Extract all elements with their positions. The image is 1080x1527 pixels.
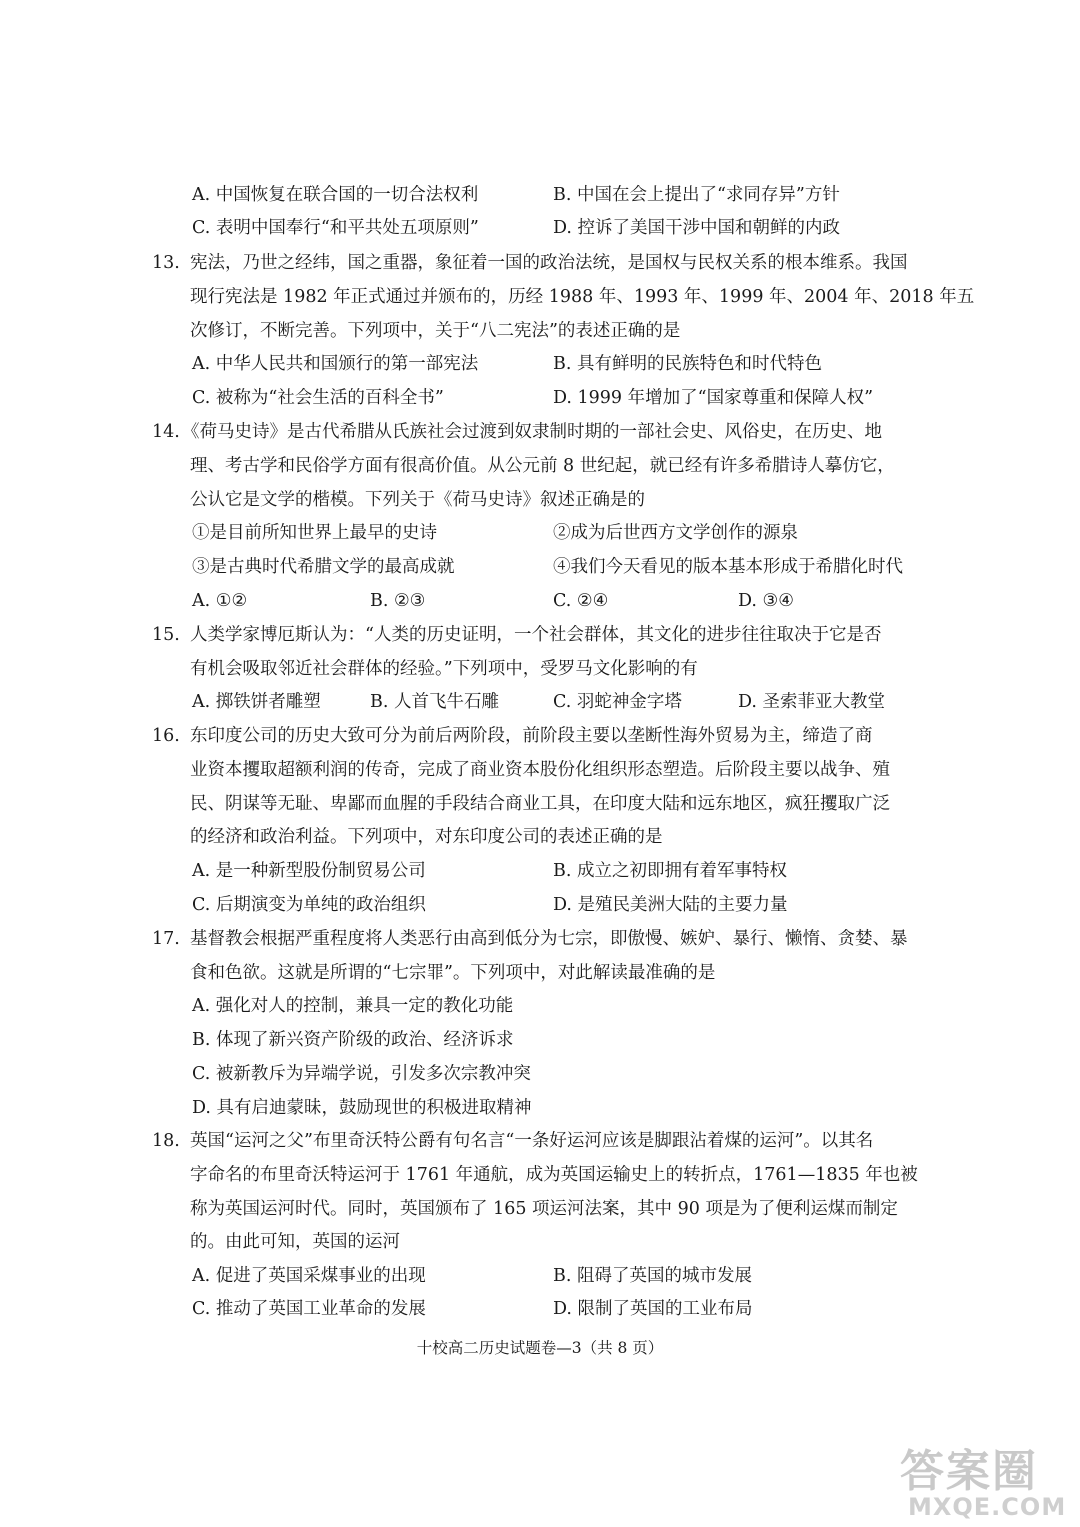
q16-option-d: D. 是殖民美洲大陆的主要力量 [553,895,788,915]
page-footer: 十校高二历史试题卷—3（共 8 页） [416,1339,664,1357]
q14-option-b: B. ②③ [370,591,426,611]
q18-stem-line: 称为英国运河时代。同时，英国颁布了 165 项运河法案，其中 90 项是为了便利运煤而制定 [190,1199,898,1219]
q13-stem-line: 宪法，乃世之经纬，国之重器，象征着一国的政治法统，是国权与民权关系的根本维系。我国 [190,253,908,273]
q16-option-a: A. 是一种新型股份制贸易公司 [192,861,426,881]
q18-stem-line: 的。由此可知，英国的运河 [190,1232,400,1252]
q15-option-d: D. 圣索菲亚大教堂 [738,692,886,712]
q18-option-a: A. 促进了英国采煤事业的出现 [192,1266,426,1286]
q14-statement-4: ④我们今天看见的版本基本形成于希腊化时代 [553,557,903,577]
q18-stem-line: 字命名的布里奇沃特运河于 1761 年通航，成为英国运输史上的转折点，1761—1835 年也被 [190,1165,918,1185]
q17-stem-line: 基督教会根据严重程度将人类恶行由高到低分为七宗，即傲慢、嫉妒、暴行、懒惰、贪婪、暴 [190,929,908,949]
q14-statement-2: ②成为后世西方文学创作的源泉 [553,523,798,543]
q13-option-c: C. 被称为“社会生活的百科全书” [192,388,444,408]
q14-option-a: A. ①② [192,591,248,611]
q18-stem-line: 英国“运河之父”布里奇沃特公爵有句名言“一条好运河应该是脚跟沾着煤的运河”。以其名 [190,1131,874,1151]
q18-option-d: D. 限制了英国的工业布局 [553,1299,753,1319]
q16-stem-line: 业资本攫取超额利润的传奇，完成了商业资本股份化组织形态塑造。后阶段主要以战争、殖 [190,760,890,780]
q15-stem-line: 人类学家博厄斯认为：“人类的历史证明，一个社会群体，其文化的进步往往取决于它是否 [190,625,882,645]
q14-option-d: D. ③④ [738,591,794,611]
q16-stem-line: 的经济和政治利益。下列项中，对东印度公司的表述正确的是 [190,827,663,847]
q16-stem-line: 民、阴谋等无耻、卑鄙而血腥的手段结合商业工具，在印度大陆和远东地区，疯狂攫取广泛 [190,794,890,814]
q18-number: 18. [152,1131,180,1151]
q15-option-c: C. 羽蛇神金字塔 [553,692,682,712]
q12-option-c: C. 表明中国奉行“和平共处五项原则” [192,218,479,238]
q17-option-c: C. 被新教斥为异端学说，引发多次宗教冲突 [192,1064,531,1084]
q17-option-a: A. 强化对人的控制，兼具一定的教化功能 [192,996,514,1016]
q12-option-b: B. 中国在会上提出了“求同存异”方针 [553,185,840,205]
q13-stem-line: 次修订，不断完善。下列项中，关于“八二宪法”的表述正确的是 [190,321,681,341]
q14-option-c: C. ②④ [553,591,609,611]
q12-option-a: A. 中国恢复在联合国的一切合法权利 [192,185,479,205]
q17-number: 17. [152,929,180,949]
q13-number: 13. [152,253,180,273]
q17-option-b: B. 体现了新兴资产阶级的政治、经济诉求 [192,1030,514,1050]
q13-stem-line: 现行宪法是 1982 年正式通过并颁布的，历经 1988 年、1993 年、1999 年、2004 年、2018 年五 [190,287,975,307]
q18-option-c: C. 推动了英国工业革命的发展 [192,1299,426,1319]
q14-stem-line: 理、考古学和民俗学方面有很高价值。从公元前 8 世纪起，就已经有许多希腊诗人摹仿它， [190,456,895,476]
q15-stem-line: 有机会吸取邻近社会群体的经验。”下列项中，受罗马文化影响的有 [190,659,698,679]
q14-number: 14. [152,422,180,442]
q15-number: 15. [152,625,180,645]
q14-statement-1: ①是目前所知世界上最早的史诗 [192,523,437,543]
watermark-url: MXQE.COM [908,1493,1067,1521]
q14-stem-line: 公认它是文学的楷模。下列关于《荷马史诗》叙述正确是的 [190,490,645,510]
q18-option-b: B. 阻碍了英国的城市发展 [553,1266,752,1286]
q15-option-a: A. 掷铁饼者雕塑 [192,692,321,712]
q17-stem-line: 食和色欲。这就是所谓的“七宗罪”。下列项中，对此解读最准确的是 [190,963,716,983]
q13-option-d: D. 1999 年增加了“国家尊重和保障人权” [553,388,874,408]
q16-option-b: B. 成立之初即拥有着军事特权 [553,861,787,881]
q16-number: 16. [152,726,180,746]
q16-option-c: C. 后期演变为单纯的政治组织 [192,895,426,915]
q15-option-b: B. 人首飞牛石雕 [370,692,499,712]
q13-option-b: B. 具有鲜明的民族特色和时代特色 [553,354,822,374]
q14-statement-3: ③是古典时代希腊文学的最高成就 [192,557,455,577]
q14-stem-line: 《荷马史诗》是古代希腊从氏族社会过渡到奴隶制时期的一部社会史、风俗史，在历史、地 [182,422,882,442]
q17-option-d: D. 具有启迪蒙昧，鼓励现世的积极进取精神 [192,1098,532,1118]
q13-option-a: A. 中华人民共和国颁行的第一部宪法 [192,354,479,374]
q12-option-d: D. 控诉了美国干涉中国和朝鲜的内政 [553,218,841,238]
watermark-logo-text: 答案圈 [900,1446,1038,1497]
q16-stem-line: 东印度公司的历史大致可分为前后两阶段，前阶段主要以垄断性海外贸易为主，缔造了商 [190,726,873,746]
watermark [900,1435,1070,1527]
